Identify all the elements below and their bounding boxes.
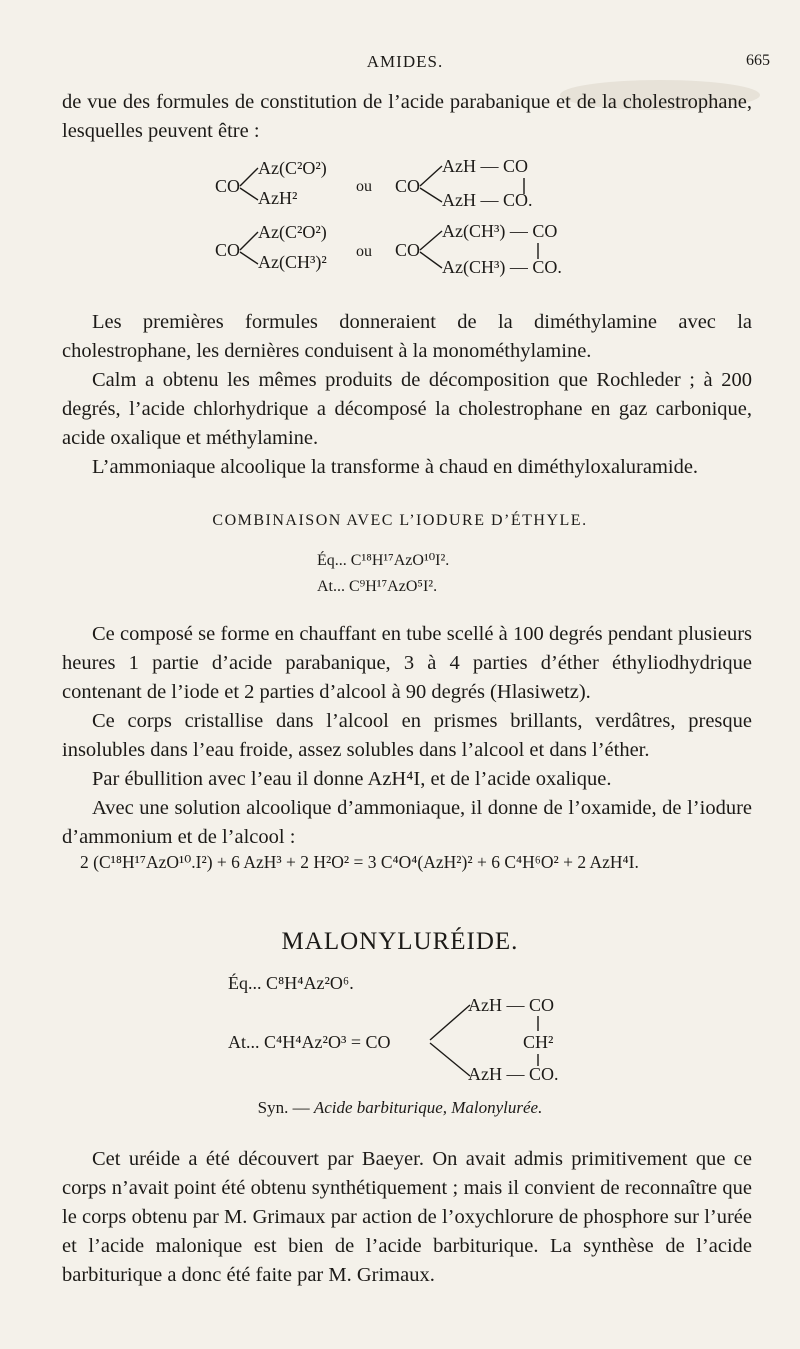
- page-header: [40, 52, 770, 76]
- paragraph-6: Ce corps cristallise dans l’alcool en prismes brillants, verdâtres, presque insolubles dans l’eau froide, assez solubles dans l’alcool et dans l’éther.: [62, 710, 752, 761]
- synonyms-label: Syn. —: [257, 1098, 310, 1117]
- paragraph-4: L’ammoniaque alcoolique la transforme à chaud en diméthyloxaluramide.: [92, 456, 699, 478]
- atomic-formula: At... C⁹H¹⁷AzO⁵I².: [317, 578, 438, 595]
- paragraph-7: Par ébullition avec l’eau il donne AzH⁴I, et de l’acide oxalique.: [92, 768, 612, 790]
- equivalent-formula: Éq... C¹⁸H¹⁷AzO¹⁰I².: [317, 552, 450, 569]
- bond-line: [240, 252, 258, 264]
- formula-term: AzH — CO.: [468, 1064, 559, 1084]
- formula-term: CH²: [523, 1032, 554, 1052]
- atomic-formula: At... C⁴H⁴Az²O³ = CO: [228, 1032, 391, 1052]
- bond-line: [420, 188, 442, 202]
- paragraph-2: Les premières formules donneraient de la diméthylamine avec la cholestrophane, les dernières conduisent à la monométhylamine.: [62, 311, 752, 362]
- bond-line: [240, 168, 258, 186]
- co-symbol: CO: [395, 240, 421, 260]
- co-symbol: CO: [395, 176, 421, 196]
- conjunction: ou: [356, 178, 372, 195]
- paragraph-1: de vue des formules de constitution de l’acide parabanique et de la cholestrophane, lesquelles peuvent être :: [62, 91, 752, 142]
- co-symbol: CO: [215, 240, 241, 260]
- synonyms-text: Acide barbiturique, Malonylurée.: [313, 1098, 543, 1117]
- co-symbol: CO: [215, 176, 241, 196]
- formula-term: Az(CH³)²: [258, 252, 327, 272]
- formula-term: AzH — CO.: [442, 190, 533, 210]
- bond-line: [420, 231, 442, 250]
- formula-term: Az(C²O²): [258, 222, 327, 242]
- formula-term: Az(CH³) — CO.: [442, 257, 562, 277]
- equivalent-formula: Éq... C⁸H⁴Az²O⁶.: [228, 973, 354, 993]
- bond-line: [420, 166, 442, 186]
- paragraph-8: Avec une solution alcoolique d’ammoniaque, il donne de l’oxamide, de l’iodure d’ammonium et de l’alcool :: [62, 797, 752, 848]
- bond-line: [240, 188, 258, 200]
- bond-line: [430, 1043, 470, 1076]
- bond-line: [240, 232, 258, 250]
- formula-term: AzH²: [258, 188, 298, 208]
- paragraph-5: Ce composé se forme en chauffant en tube scellé à 100 degrés pendant plusieurs heures 1 partie d’acide parabanique, 3 à 4 parties d’éther éthyliodhydrique contenant de l’iode et 2 parties d’alcool à 90 degrés (Hlasiwetz).: [62, 623, 752, 703]
- running-title: AMIDES.: [366, 52, 444, 71]
- synonyms-line: [0, 1098, 800, 1118]
- reaction-equation: 2 (C¹⁸H¹⁷AzO¹⁰.I²) + 6 AzH³ + 2 H²O² = 3 C⁴O⁴(AzH²)² + 6 C⁴H⁶O² + 2 AzH⁴I.: [80, 852, 639, 872]
- formula-term: AzH — CO: [468, 995, 554, 1015]
- conjunction: ou: [356, 243, 372, 260]
- formula-term: Az(CH³) — CO: [442, 221, 558, 241]
- bond-line: [430, 1005, 470, 1040]
- paragraph-9: Cet uréide a été découvert par Baeyer. On avait admis primitivement que ce corps n’avait point été obtenu synthétiquement ; mais il convient de reconnaître que le corps obtenu par M. Grimaux par action de l’oxychlorure de phosphore sur l’urée et l’acide malonique est bien de l’acide barbiturique. La synthèse de l’acide barbiturique a donc été faite par M. Grimaux.: [62, 1148, 752, 1286]
- section-heading-ethyl: COMBINAISON AVEC L’IODURE D’ÉTHYLE.: [212, 512, 588, 529]
- formula-term: AzH — CO: [442, 156, 528, 176]
- paragraph-3: Calm a obtenu les mêmes produits de décomposition que Rochleder ; à 200 degrés, l’acide chlorhydrique a décomposé la cholestrophane en gaz carbonique, acide oxalique et méthylamine.: [62, 369, 752, 449]
- section-heading-malonyl: MALONYLURÉIDE.: [281, 928, 519, 955]
- formula-term: Az(C²O²): [258, 158, 327, 178]
- bond-line: [420, 252, 442, 268]
- page-number: 665: [746, 52, 770, 69]
